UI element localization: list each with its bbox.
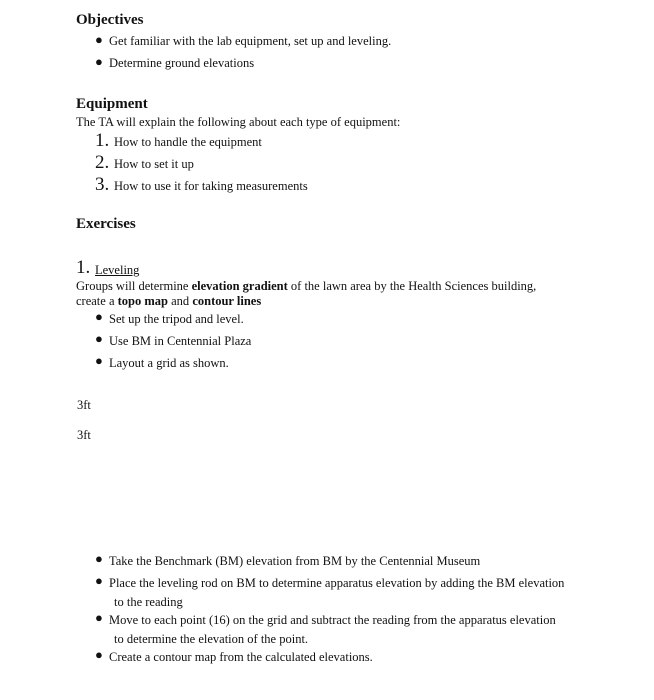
list-number: 3. bbox=[95, 174, 110, 195]
procedure-step: Take the Benchmark (BM) elevation from BM by the Centennial Museum bbox=[109, 554, 481, 568]
list-number: 2. bbox=[95, 152, 110, 173]
objective-item: Get familiar with the lab equipment, set up and leveling. bbox=[109, 34, 392, 48]
list-number: 1. bbox=[76, 257, 91, 278]
bullet-icon: ● bbox=[95, 647, 103, 662]
exercises-heading: Exercises bbox=[76, 216, 136, 232]
bullet-icon: ● bbox=[95, 573, 103, 588]
bullet-icon: ● bbox=[95, 32, 103, 47]
procedure-step-continuation: to determine the elevation of the point. bbox=[114, 632, 309, 646]
leveling-step: Use BM in Centennial Plaza bbox=[109, 334, 252, 348]
leveling-description-line-2: create a topo map and contour lines bbox=[76, 294, 262, 308]
objectives-heading: Objectives bbox=[76, 12, 144, 28]
bullet-icon: ● bbox=[95, 610, 103, 625]
procedure-step: Create a contour map from the calculated elevations. bbox=[109, 650, 373, 664]
bullet-icon: ● bbox=[95, 551, 103, 566]
grid-spacing-label: 3ft bbox=[77, 398, 91, 412]
leveling-title: Leveling bbox=[95, 263, 140, 277]
bullet-icon: ● bbox=[95, 309, 103, 324]
procedure-step: Move to each point (16) on the grid and subtract the reading from the apparatus elevation bbox=[109, 613, 556, 627]
objective-item: Determine ground elevations bbox=[109, 56, 255, 70]
equipment-heading: Equipment bbox=[76, 96, 148, 112]
equipment-item: How to use it for taking measurements bbox=[114, 179, 308, 193]
leveling-step: Layout a grid as shown. bbox=[109, 356, 229, 370]
equipment-item: How to set it up bbox=[114, 157, 194, 171]
equipment-intro: The TA will explain the following about each type of equipment: bbox=[76, 115, 401, 129]
bullet-icon: ● bbox=[95, 353, 103, 368]
bullet-icon: ● bbox=[95, 54, 103, 69]
grid-spacing-label: 3ft bbox=[77, 428, 91, 442]
leveling-step: Set up the tripod and level. bbox=[109, 312, 244, 326]
list-number: 1. bbox=[95, 130, 110, 151]
bullet-icon: ● bbox=[95, 331, 103, 346]
equipment-item: How to handle the equipment bbox=[114, 135, 262, 149]
procedure-step-continuation: to the reading bbox=[114, 595, 183, 609]
leveling-description-line-1: Groups will determine elevation gradient of the lawn area by the Health Sciences building, bbox=[76, 279, 537, 293]
procedure-step: Place the leveling rod on BM to determine apparatus elevation by adding the BM elevation bbox=[109, 576, 565, 590]
